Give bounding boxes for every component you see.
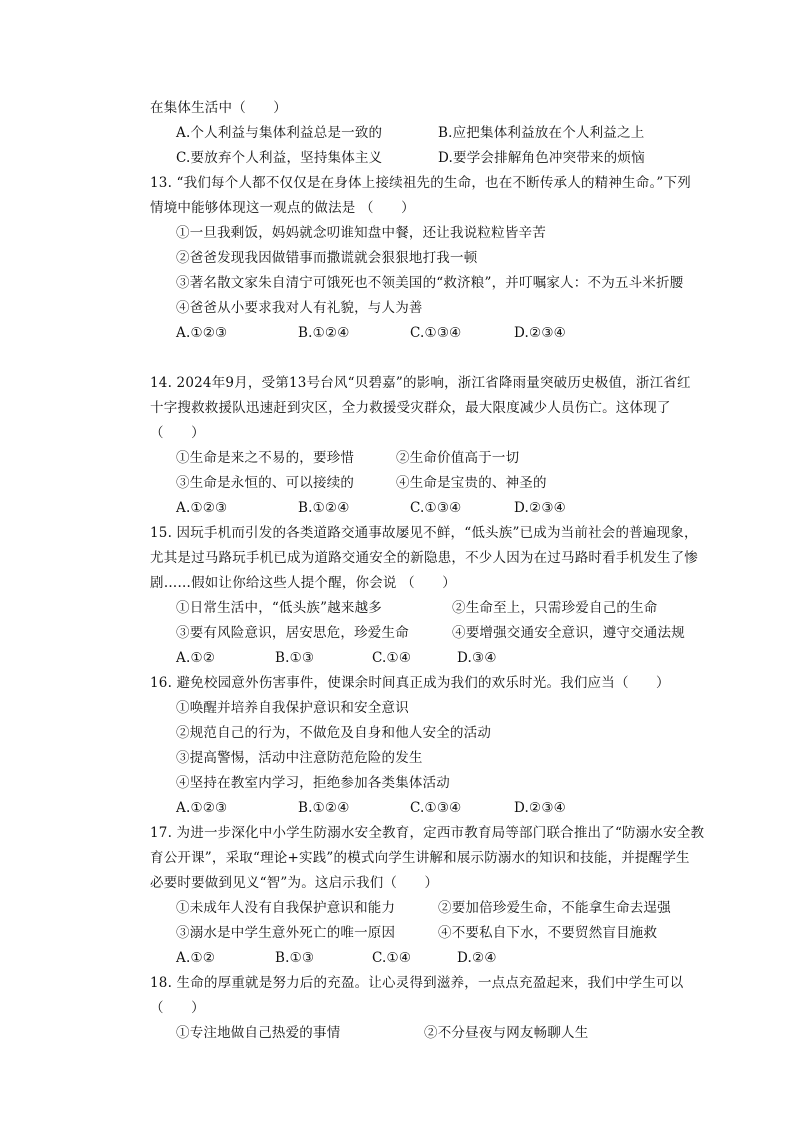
q14-item-2: ②生命价值高于一切 (396, 450, 520, 466)
q14-stem-line3: （ ） (150, 425, 205, 441)
q14-item-4: ④生命是宝贵的、神圣的 (396, 475, 547, 491)
q15-stem-line3: 剧……假如让你给这些人提个醒，你会说 （ ） (150, 575, 456, 591)
q16-stem-line1: 16. 避免校园意外伤害事件，使课余时间真正成为我们的欢乐时光。我们应当（ ） (150, 675, 670, 691)
q12-option-b: B.应把集体利益放在个人利益之上 (438, 125, 645, 141)
q13-item-2: ②爸爸发现我因做错事而撒谎就会狠狠地打我一顿 (176, 250, 478, 266)
q17-stem-line1: 17. 为进一步深化中小学生防溺水安全教育，定西市教育局等部门联合推出了“防溺水安全教 (150, 825, 705, 841)
q16-option-c: C.①③④ (410, 800, 462, 816)
q12-option-a: A.个人利益与集体利益总是一致的 (176, 125, 383, 141)
q13-stem-line2: 情境中能够体现这一观点的做法是 （ ） (150, 200, 415, 216)
q15-option-c: C.①④ (372, 650, 412, 666)
q17-item-3: ③溺水是中学生意外死亡的唯一原因 (176, 925, 396, 941)
q14-item-3: ③生命是永恒的、可以接续的 (176, 475, 355, 491)
q18-item-2: ②不分昼夜与网友畅聊人生 (424, 1025, 589, 1041)
q17-option-c: C.①④ (372, 950, 412, 966)
q14-option-c: C.①③④ (410, 500, 462, 516)
q14-stem-line2: 十字搜救救援队迅速赶到灾区，全力救援受灾群众，最大限度减少人员伤亡。这体现了 (150, 400, 671, 416)
q18-item-1: ①专注地做自己热爱的事情 (176, 1025, 341, 1041)
q15-item-4: ④要增强交通安全意识，遵守交通法规 (452, 625, 685, 641)
q16-option-a: A.①②③ (176, 800, 228, 816)
q13-option-a: A.①②③ (176, 325, 228, 341)
q12-option-c: C.要放弃个人利益，坚持集体主义 (176, 150, 383, 166)
q17-option-d: D.②④ (457, 950, 497, 966)
q15-option-a: A.①② (176, 650, 216, 666)
q13-stem-line1: 13. “我们每个人都不仅仅是在身体上接续祖先的生命，也在不断传承人的精神生命。”下列 (150, 175, 691, 191)
q15-option-b: B.①③ (275, 650, 315, 666)
q15-stem-line1: 15. 因玩手机而引发的各类道路交通事故屡见不鲜，“低头族”已成为当前社会的普遍现象， (150, 525, 698, 541)
q15-item-2: ②生命至上，只需珍爱自己的生命 (452, 600, 658, 616)
q14-option-d: D.②③④ (514, 500, 566, 516)
q17-item-2: ②要加倍珍爱生命，不能拿生命去逞强 (438, 900, 671, 916)
q17-stem-line2: 育公开课”，采取“理论+实践”的模式向学生讲解和展示防溺水的知识和技能，并提醒学生 (150, 850, 690, 866)
q13-item-3: ③著名散文家朱自清宁可饿死也不领美国的“救济粮”，并叮嘱家人：不为五斗米折腰 (176, 275, 684, 291)
q15-item-3: ③要有风险意识，居安思危，珍爱生命 (176, 625, 409, 641)
q17-item-1: ①未成年人没有自我保护意识和能力 (176, 900, 396, 916)
q16-item-3: ③提高警惕，活动中注意防范危险的发生 (176, 750, 423, 766)
q13-option-b: B.①②④ (298, 325, 350, 341)
q14-option-a: A.①②③ (176, 500, 228, 516)
q12-option-d: D.要学会排解角色冲突带来的烦恼 (438, 150, 645, 166)
q16-item-1: ①唤醒并培养自我保护意识和安全意识 (176, 700, 409, 716)
q14-item-1: ①生命是来之不易的，要珍惜 (176, 450, 355, 466)
q16-option-b: B.①②④ (298, 800, 350, 816)
q15-stem-line2: 尤其是过马路玩手机已成为道路交通安全的新隐患，不少人因为在过马路时看手机发生了惨 (150, 550, 698, 566)
q12-stem-tail: 在集体生活中（ ） (150, 100, 287, 116)
q17-item-4: ④不要私自下水，不要贸然盲目施救 (438, 925, 658, 941)
q14-option-b: B.①②④ (298, 500, 350, 516)
q14-stem-line1: 14. 2024年9月，受第13号台风“贝碧嘉”的影响，浙江省降雨量突破历史极值，浙江省红 (150, 375, 691, 391)
q17-option-a: A.①② (176, 950, 216, 966)
q16-item-4: ④坚持在教室内学习，拒绝参加各类集体活动 (176, 775, 450, 791)
q15-option-d: D.③④ (457, 650, 497, 666)
q18-stem-line2: （ ） (150, 1000, 205, 1016)
q13-option-c: C.①③④ (410, 325, 462, 341)
q13-item-1: ①一旦我剩饭，妈妈就念叨谁知盘中餐，还让我说粒粒皆辛苦 (176, 225, 546, 241)
q18-stem-line1: 18. 生命的厚重就是努力后的充盈。让心灵得到滋养，一点点充盈起来，我们中学生可以 (150, 975, 684, 991)
q17-stem-line3: 必要时要做到见义“智”为。这启示我们（ ） (150, 875, 439, 891)
q13-item-4: ④爸爸从小要求我对人有礼貌，与人为善 (176, 300, 423, 316)
q16-item-2: ②规范自己的行为，不做危及自身和他人安全的活动 (176, 725, 492, 741)
q16-option-d: D.②③④ (514, 800, 566, 816)
q15-item-1: ①日常生活中，“低头族”越来越多 (176, 600, 383, 616)
q13-option-d: D.②③④ (514, 325, 566, 341)
q17-option-b: B.①③ (275, 950, 315, 966)
